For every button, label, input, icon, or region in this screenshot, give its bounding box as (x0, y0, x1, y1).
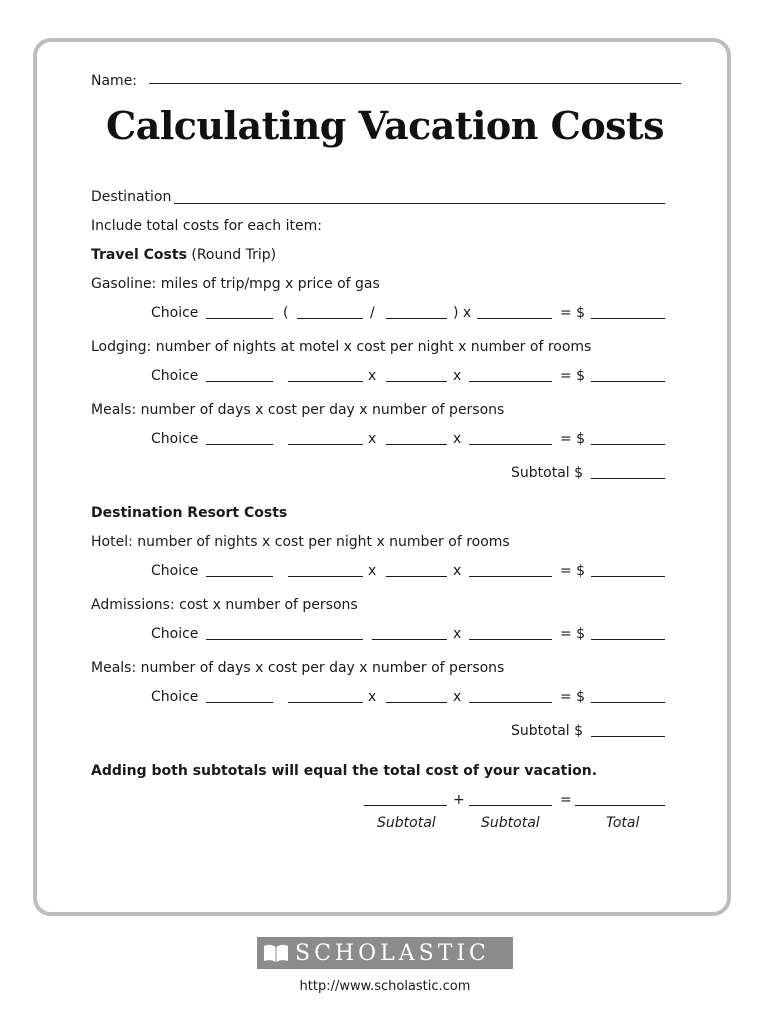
gasoline-miles-field[interactable] (297, 318, 363, 319)
gasoline-price-field[interactable] (477, 318, 552, 319)
gasoline-total-field[interactable] (591, 318, 665, 319)
travel-costs-heading (91, 246, 276, 264)
resort-subtotal-field[interactable] (591, 736, 665, 737)
travel-meals-label: Meals: number of days x cost per day x number of persons (91, 402, 505, 418)
resort-meals-choice-field[interactable] (206, 702, 273, 703)
summary-total-caption: Total (606, 815, 640, 831)
hotel-nights-field[interactable] (288, 576, 363, 577)
admissions-times: x (453, 626, 462, 642)
travel-meals-times-1: x (368, 431, 377, 447)
hotel-times-2: x (453, 563, 462, 579)
summary-total-field[interactable] (575, 805, 665, 806)
lodging-cost-field[interactable] (386, 381, 447, 382)
hotel-choice-field[interactable] (206, 576, 273, 577)
resort-meals-persons-field[interactable] (469, 702, 552, 703)
lodging-equals: = $ (560, 368, 586, 384)
travel-heading-note: (Round Trip) (191, 247, 277, 263)
travel-meals-total-field[interactable] (591, 444, 665, 445)
gasoline-equals: = $ (560, 305, 586, 321)
lodging-choice-label: Choice (151, 368, 199, 384)
admissions-cost-field[interactable] (372, 639, 447, 640)
travel-meals-cost-field[interactable] (386, 444, 447, 445)
admissions-choice-label: Choice (151, 626, 199, 642)
lodging-rooms-field[interactable] (469, 381, 552, 382)
hotel-choice-label: Choice (151, 563, 199, 579)
hotel-equals: = $ (560, 563, 586, 579)
summary-subtotal-2-field[interactable] (469, 805, 552, 806)
hotel-rooms-field[interactable] (469, 576, 552, 577)
hotel-times-1: x (368, 563, 377, 579)
destination-field[interactable] (174, 203, 665, 204)
summary-equals: = (560, 792, 572, 808)
admissions-choice-field[interactable] (206, 639, 363, 640)
gasoline-choice-field[interactable] (206, 318, 273, 319)
lodging-choice-field[interactable] (206, 381, 273, 382)
resort-meals-times-1: x (368, 689, 377, 705)
summary-subtotal-2-caption: Subtotal (481, 815, 540, 831)
admissions-label: Admissions: cost x number of persons (91, 597, 358, 613)
hotel-cost-field[interactable] (386, 576, 447, 577)
lodging-times-2: x (453, 368, 462, 384)
travel-meals-choice-field[interactable] (206, 444, 273, 445)
resort-meals-times-2: x (453, 689, 462, 705)
lodging-times-1: x (368, 368, 377, 384)
travel-meals-days-field[interactable] (288, 444, 363, 445)
resort-subtotal-label: Subtotal $ (511, 723, 584, 739)
resort-meals-cost-field[interactable] (386, 702, 447, 703)
brand-name: SCHOLASTIC (295, 940, 490, 966)
resort-meals-choice-label: Choice (151, 689, 199, 705)
gasoline-close-times: ) x (453, 305, 472, 321)
summary-subtotal-1-field[interactable] (364, 805, 447, 806)
lodging-label: Lodging: number of nights at motel x cost per night x number of rooms (91, 339, 592, 355)
resort-meals-days-field[interactable] (288, 702, 363, 703)
travel-meals-equals: = $ (560, 431, 586, 447)
gasoline-open-paren: ( (283, 305, 289, 321)
travel-meals-persons-field[interactable] (469, 444, 552, 445)
summary-subtotal-1-caption: Subtotal (377, 815, 436, 831)
resort-meals-total-field[interactable] (591, 702, 665, 703)
page-title: Calculating Vacation Costs (105, 103, 665, 148)
gasoline-slash: / (370, 305, 375, 321)
summary-statement: Adding both subtotals will equal the total cost of your vacation. (91, 763, 598, 779)
resort-meals-label: Meals: number of days x cost per day x number of persons (91, 660, 505, 676)
travel-meals-times-2: x (453, 431, 462, 447)
admissions-persons-field[interactable] (469, 639, 552, 640)
instruction-text: Include total costs for each item: (91, 218, 322, 234)
scholastic-logo (257, 937, 513, 969)
name-label: Name: (91, 73, 138, 89)
open-book-icon (261, 937, 291, 969)
website-url[interactable]: http://www.scholastic.com (299, 979, 471, 994)
travel-subtotal-field[interactable] (591, 478, 665, 479)
lodging-total-field[interactable] (591, 381, 665, 382)
hotel-total-field[interactable] (591, 576, 665, 577)
lodging-nights-field[interactable] (288, 381, 363, 382)
gasoline-label: Gasoline: miles of trip/mpg x price of gas (91, 276, 380, 292)
name-field[interactable] (149, 83, 681, 84)
gasoline-choice-label: Choice (151, 305, 199, 321)
summary-plus: + (453, 792, 465, 808)
admissions-total-field[interactable] (591, 639, 665, 640)
travel-subtotal-label: Subtotal $ (511, 465, 584, 481)
destination-label: Destination (91, 189, 172, 205)
gasoline-mpg-field[interactable] (386, 318, 447, 319)
travel-heading-text: Travel Costs (91, 247, 187, 263)
admissions-equals: = $ (560, 626, 586, 642)
travel-meals-choice-label: Choice (151, 431, 199, 447)
worksheet-frame (33, 38, 731, 916)
resort-meals-equals: = $ (560, 689, 586, 705)
hotel-label: Hotel: number of nights x cost per night x number of rooms (91, 534, 510, 550)
resort-costs-heading: Destination Resort Costs (91, 505, 288, 521)
